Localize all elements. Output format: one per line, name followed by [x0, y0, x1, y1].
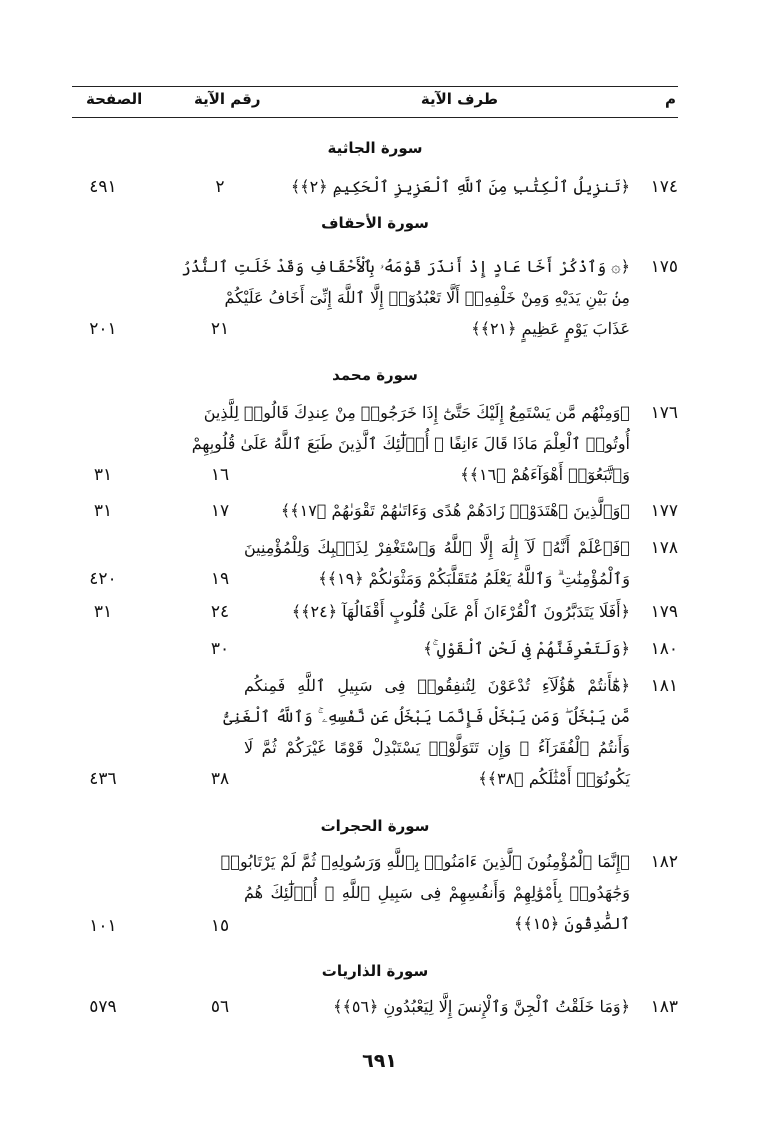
header-page: الصفحة [86, 90, 143, 108]
ayah-line: ﴿وَمَا خَلَقْتُ ٱلْجِنَّ وَٱلْإِنسَ إِلَّا لِيَعْبُدُونِ ﴿٥٦﴾﴾ [333, 997, 630, 1016]
entry-index: ١٨٣ [650, 997, 678, 1017]
header-m: م [665, 90, 676, 108]
ayah-line: وَٱتَّبَعُوٓا۟ أَهْوَآءَهُمْ ﴿١٦﴾﴾ [460, 465, 630, 484]
ayah-line: ﴿۞ وَٱذْكُرْ أَخَا عَادٍ إِذْ أَنذَرَ قَوْمَهُۥ بِٱلْأَحْقَافِ وَقَدْ خَلَتِ ٱلنُّذُرُ [181, 257, 630, 276]
header-ayah-edge: طرف الآية [420, 90, 498, 108]
ayah-line: وَٱلْمُؤْمِنَٰتِ ۗ وَٱللَّهُ يَعْلَمُ مُتَقَلَّبَكُمْ وَمَثْوَىٰكُمْ ﴿١٩﴾﴾ [318, 569, 630, 588]
page-ref: ٤٣٦ [89, 769, 117, 789]
ayah-text [244, 172, 630, 203]
ayah-text [220, 847, 630, 940]
ayah-text [191, 398, 630, 491]
page-ref: ٤٩١ [89, 177, 117, 197]
page-ref: ٥٧٩ [89, 997, 117, 1017]
ayah-line: ﴿وَمِنْهُم مَّن يَسْتَمِعُ إِلَيْكَ حَتَّىٰٓ إِذَا خَرَجُوا۟ مِنْ عِندِكَ قَالُوا۟ لِلَّذِينَ [203, 403, 630, 422]
ayah-number: ١٧ [210, 501, 230, 521]
ayah-line: مِنۢ بَيْنِ يَدَيْهِ وَمِنْ خَلْفِهِۦٓ أَلَّا تَعْبُدُوٓا۟ إِلَّا ٱللَّهَ إِنِّىٓ أَخَافُ عَلَيْكُمْ [224, 288, 630, 307]
page-ref: ١٠١ [89, 916, 117, 936]
entry-index: ١٧٨ [650, 538, 678, 558]
ayah-line: وَأَنتُمُ ٱلْفُقَرَآءُ ۚ وَإِن تَتَوَلَّوْا۟ يَسْتَبْدِلْ قَوْمًا غَيْرَكُمْ ثُمَّ لَا [244, 738, 630, 757]
ayah-number: ٢١ [210, 319, 230, 339]
ayah-line: ﴿إِنَّمَا ٱلْمُؤْمِنُونَ ٱلَّذِينَ ءَامَنُوا۟ بِٱللَّهِ وَرَسُولِهِۦ ثُمَّ لَمْ يَرْتَابُوا۟ [220, 852, 630, 871]
ayah-line: أُوتُوا۟ ٱلْعِلْمَ مَاذَا قَالَ ءَانِفًا ۚ أُو۟لَٰٓئِكَ ٱلَّذِينَ طَبَعَ ٱللَّهُ عَلَىٰ قُلُوبِهِمْ [191, 434, 630, 453]
surah-title: سورة الأحقاف [321, 214, 429, 232]
ayah-text [223, 671, 630, 795]
ayah-text [181, 252, 630, 345]
ayah-number: ٥٦ [210, 997, 230, 1017]
ayah-line: ﴿فَٱعْلَمْ أَنَّهُۥ لَآ إِلَٰهَ إِلَّا ٱللَّهُ وَٱسْتَغْفِرْ لِذَنۢبِكَ وَلِلْمُؤْمِنِينَ [244, 538, 630, 557]
ayah-line: ﴿تَنزِيلُ ٱلْكِتَٰبِ مِنَ ٱللَّهِ ٱلْعَزِيزِ ٱلْحَكِيمِ ﴿٢﴾﴾ [290, 177, 630, 196]
ayah-number: ٣٠ [210, 639, 230, 659]
table-header [72, 86, 678, 118]
page-ref: ٣١ [93, 501, 113, 521]
entry-index: ١٧٤ [650, 177, 678, 197]
entry-index: ١٨٢ [650, 852, 678, 872]
surah-title: سورة محمد [332, 366, 418, 384]
ayah-line: ﴿هَٰٓأَنتُمْ هَٰٓؤُلَآءِ تُدْعَوْنَ لِتُنفِقُوا۟ فِى سَبِيلِ ٱللَّهِ فَمِنكُم [244, 676, 630, 695]
surah-title: سورة الجاثية [327, 139, 423, 157]
page-ref: ٢٠١ [89, 319, 117, 339]
ayah-line: عَذَابَ يَوْمٍ عَظِيمٍ ﴿٢١﴾﴾ [471, 319, 630, 338]
ayah-text [244, 992, 630, 1023]
ayah-number: ٢٤ [210, 602, 230, 622]
ayah-line: ٱلصَّٰدِقُونَ ﴿١٥﴾﴾ [513, 914, 630, 933]
ayah-line: مَّن يَبْخَلُ ۖ وَمَن يَبْخَلْ فَإِنَّمَا يَبْخَلُ عَن نَّفْسِهِۦ ۚ وَٱللَّهُ ٱلْغَنِىُّ [223, 707, 630, 726]
ayah-line: ﴿وَٱلَّذِينَ ٱهْتَدَوْا۟ زَادَهُمْ هُدًى وَءَاتَىٰهُمْ تَقْوَىٰهُمْ ﴿١٧﴾﴾ [280, 501, 630, 520]
ayah-number: ٢ [215, 177, 225, 197]
entry-index: ١٧٦ [650, 403, 678, 423]
page-number: ٦٩١ [362, 1050, 397, 1072]
ayah-number: ١٦ [210, 465, 230, 485]
ayah-text [244, 634, 630, 665]
entry-index: ١٨٠ [650, 639, 678, 659]
ayah-line: ﴿أَفَلَا يَتَدَبَّرُونَ ٱلْقُرْءَانَ أَمْ عَلَىٰ قُلُوبٍ أَقْفَالُهَآ ﴿٢٤﴾﴾ [291, 602, 630, 621]
page-ref: ٣١ [93, 602, 113, 622]
header-ayah-number: رقم الآية [194, 90, 261, 108]
ayah-line: وَجَٰهَدُوا۟ بِأَمْوَٰلِهِمْ وَأَنفُسِهِمْ فِى سَبِيلِ ٱللَّهِ ۚ أُو۟لَٰٓئِكَ هُمُ [244, 883, 630, 902]
page-ref: ٣١ [93, 465, 113, 485]
ayah-number: ٣٨ [210, 769, 230, 789]
ayah-line: ﴿وَلَتَعْرِفَنَّهُمْ فِى لَحْنِ ٱلْقَوْلِ ۚ﴾ [423, 639, 630, 658]
ayah-text [244, 496, 630, 527]
ayah-line: يَكُونُوٓا۟ أَمْثَٰلَكُم ﴿٣٨﴾﴾ [478, 769, 630, 788]
entry-index: ١٧٥ [650, 257, 678, 277]
surah-title: سورة الذاريات [321, 962, 429, 980]
entry-index: ١٧٧ [650, 501, 678, 521]
ayah-number: ١٩ [210, 569, 230, 589]
entry-index: ١٨١ [650, 676, 678, 696]
ayah-text [244, 597, 630, 628]
ayah-number: ١٥ [210, 916, 230, 936]
page-ref: ٤٢٠ [89, 569, 117, 589]
ayah-text [244, 533, 630, 595]
surah-title: سورة الحجرات [320, 817, 430, 835]
entry-index: ١٧٩ [650, 602, 678, 622]
